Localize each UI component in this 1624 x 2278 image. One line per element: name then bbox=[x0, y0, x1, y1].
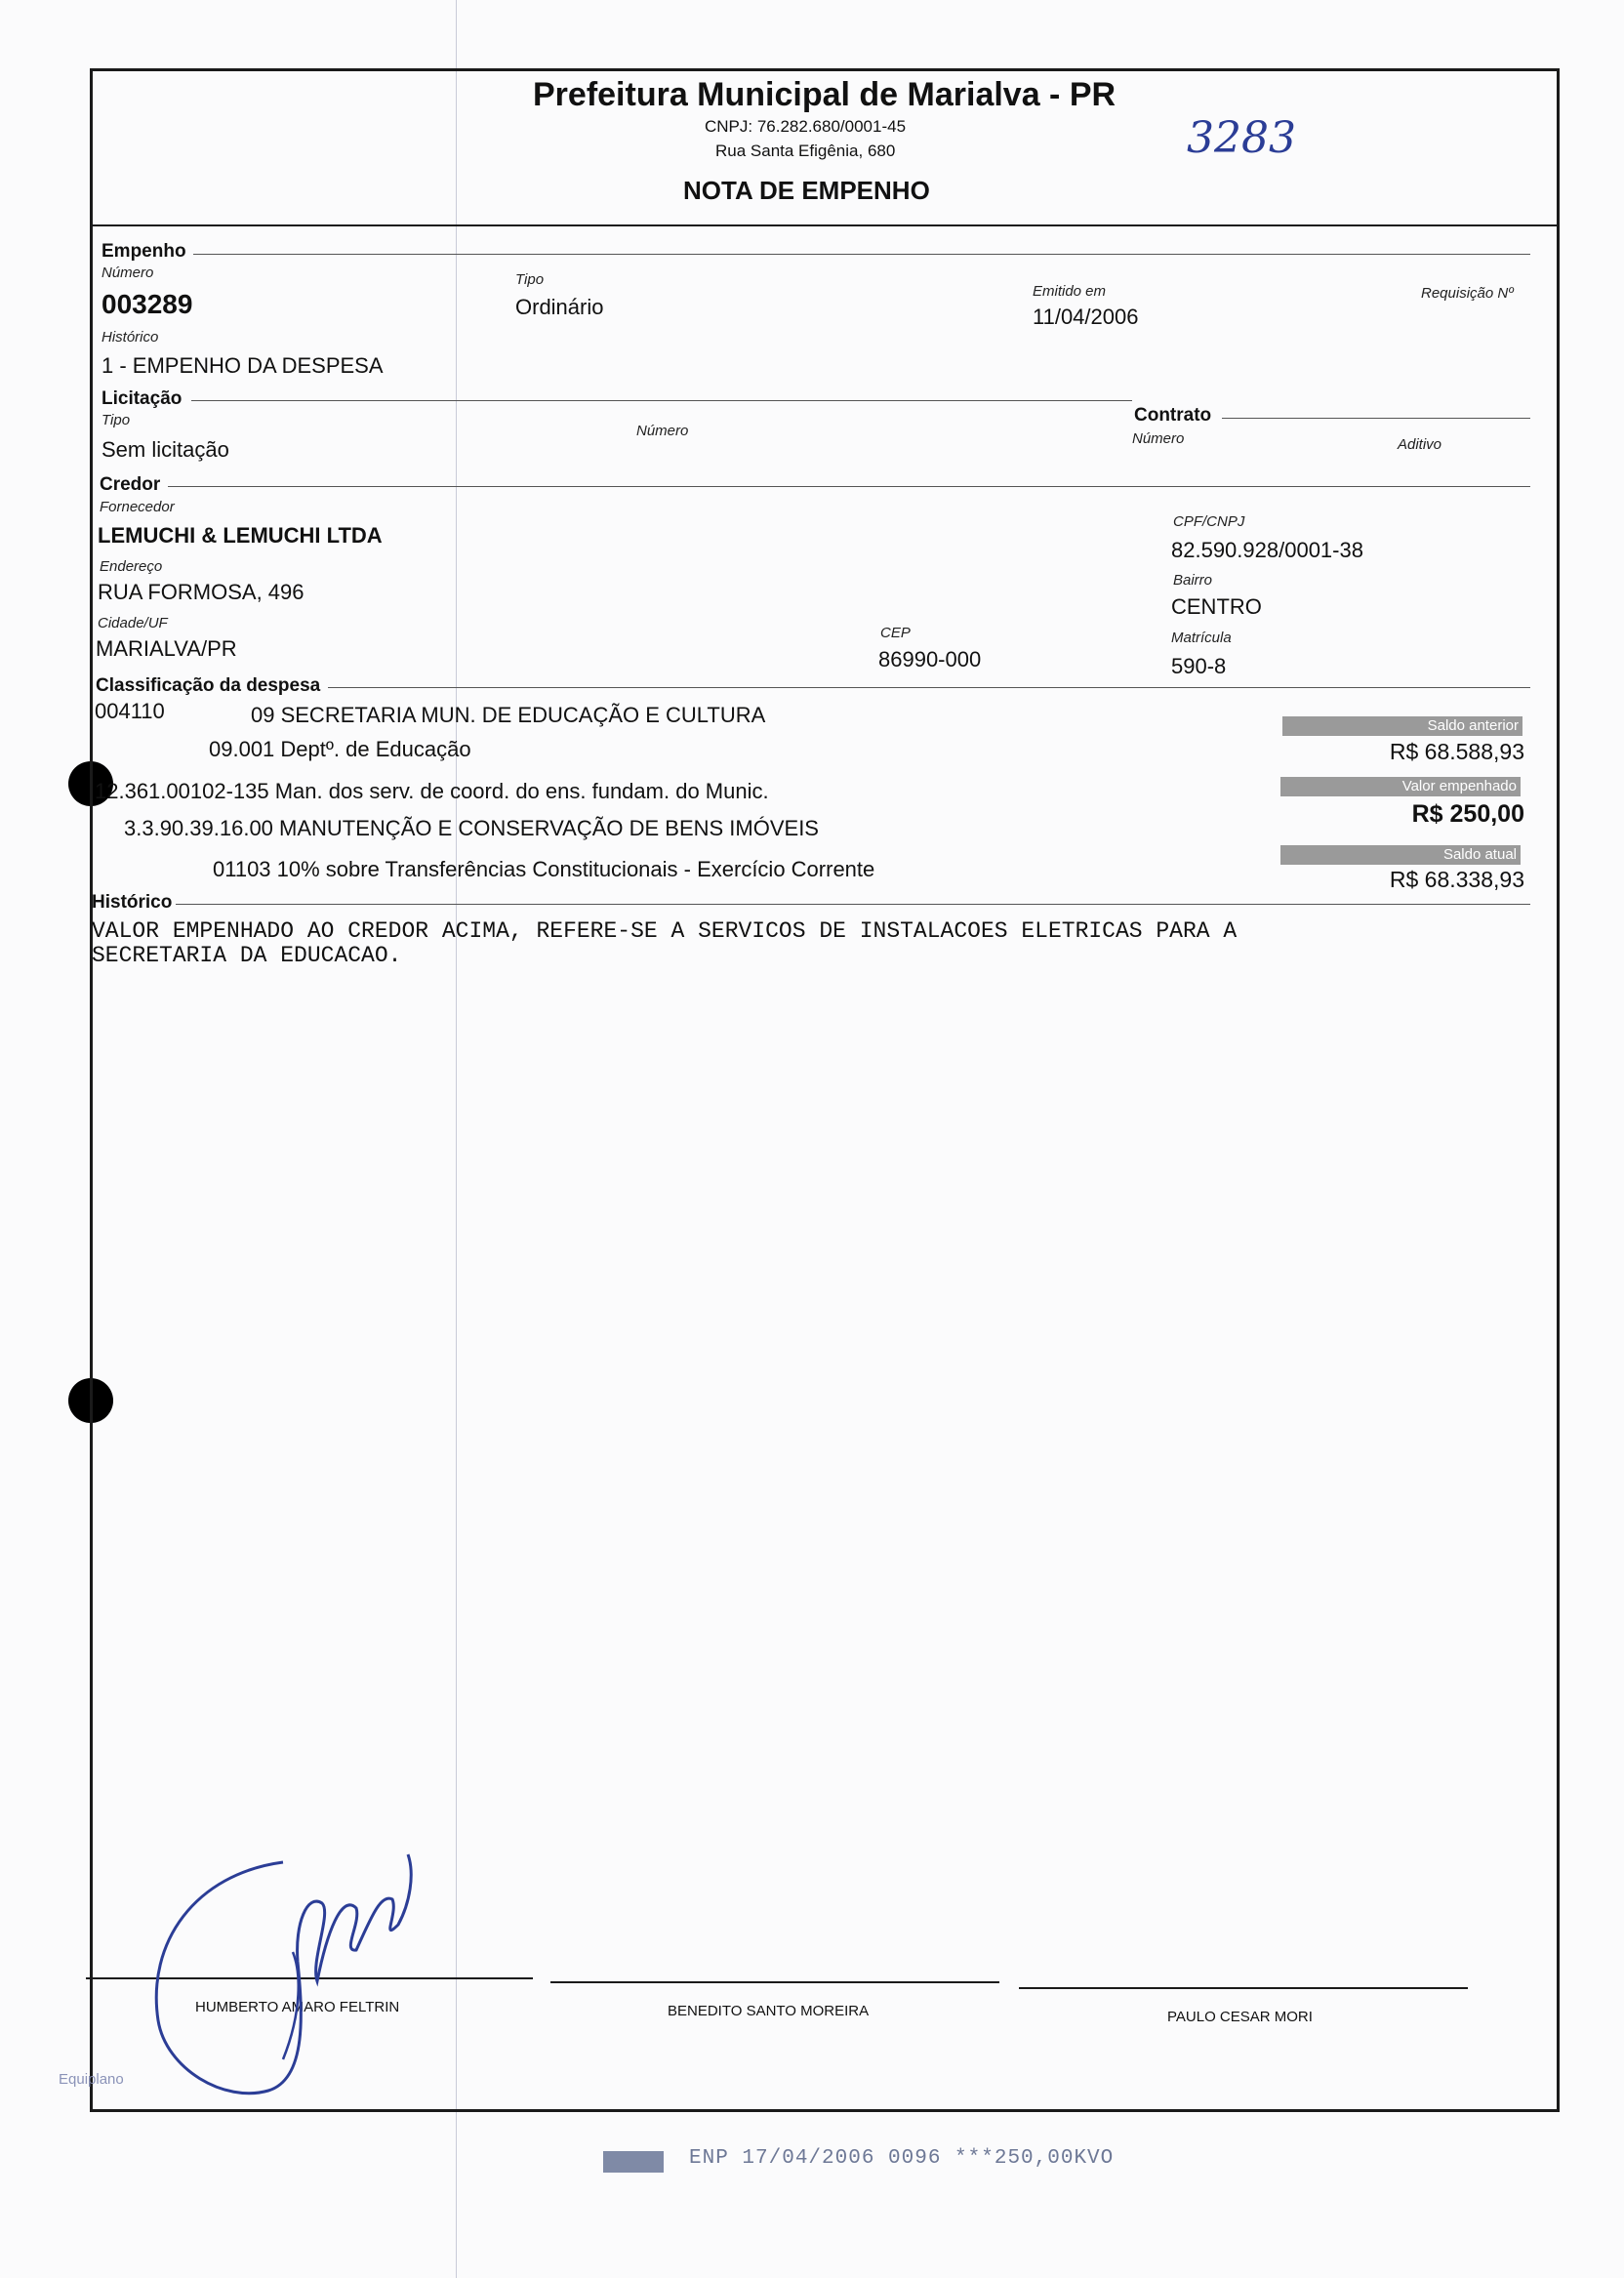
section-classificacao: Classificação da despesa bbox=[96, 675, 321, 696]
licitacao-tipo-label: Tipo bbox=[102, 412, 131, 428]
saldo-anterior-label: Saldo anterior bbox=[1282, 716, 1522, 736]
empenho-tipo-label: Tipo bbox=[515, 271, 545, 288]
credor-rule bbox=[168, 486, 1530, 487]
licitacao-tipo: Sem licitação bbox=[102, 437, 229, 462]
signature-name-3: PAULO CESAR MORI bbox=[1167, 2009, 1313, 2025]
cpf-value: 82.590.928/0001-38 bbox=[1171, 538, 1363, 562]
fornecedor-name: LEMUCHI & LEMUCHI LTDA bbox=[98, 523, 383, 548]
classificacao-secretaria: 09 SECRETARIA MUN. DE EDUCAÇÃO E CULTURA bbox=[251, 703, 766, 727]
org-address: Rua Santa Efigênia, 680 bbox=[715, 142, 896, 160]
section-credor: Credor bbox=[100, 474, 161, 495]
handwritten-number: 3283 bbox=[1187, 113, 1296, 163]
cidade-value: MARIALVA/PR bbox=[96, 636, 237, 661]
section-historico: Histórico bbox=[92, 892, 173, 913]
signature-line-3 bbox=[1019, 1987, 1468, 1989]
fornecedor-label: Fornecedor bbox=[100, 499, 175, 515]
cep-label: CEP bbox=[880, 625, 911, 641]
bairro-label: Bairro bbox=[1173, 572, 1213, 589]
section-empenho: Empenho bbox=[102, 241, 186, 262]
classificacao-programa: 12.361.00102-135 Man. dos serv. de coord. do ens. fundam. do Munic. bbox=[95, 779, 769, 803]
signature-name-1: HUMBERTO AMARO FELTRIN bbox=[195, 1999, 400, 2015]
emitido-label: Emitido em bbox=[1033, 283, 1107, 300]
classificacao-departamento: 09.001 Deptº. de Educação bbox=[209, 737, 471, 761]
valor-empenhado-value: R$ 250,00 bbox=[1411, 800, 1524, 828]
handwritten-signature bbox=[137, 1835, 429, 2108]
section-licitacao: Licitação bbox=[102, 388, 183, 409]
licitacao-rule bbox=[191, 400, 1132, 401]
matricula-label: Matrícula bbox=[1171, 630, 1232, 646]
doc-title: NOTA DE EMPENHO bbox=[683, 176, 930, 205]
vendor-name: Equiplano bbox=[59, 2071, 124, 2088]
emitido-date: 11/04/2006 bbox=[1033, 305, 1139, 329]
org-cnpj: CNPJ: 76.282.680/0001-45 bbox=[705, 117, 907, 136]
empenho-historico-label: Histórico bbox=[102, 329, 159, 346]
valor-empenhado-label: Valor empenhado bbox=[1280, 777, 1521, 796]
classificacao-rule bbox=[328, 687, 1530, 688]
contrato-aditivo-label: Aditivo bbox=[1398, 436, 1442, 453]
cep-value: 86990-000 bbox=[878, 647, 982, 671]
contrato-rule bbox=[1222, 418, 1530, 419]
org-name: Prefeitura Municipal de Marialva - PR bbox=[533, 76, 1116, 113]
header-divider bbox=[90, 224, 1557, 226]
historico-line-2: SECRETARIA DA EDUCACAO. bbox=[92, 943, 402, 968]
cpf-label: CPF/CNPJ bbox=[1173, 513, 1245, 530]
signature-line-2 bbox=[550, 1981, 999, 1983]
saldo-atual-label: Saldo atual bbox=[1280, 845, 1521, 865]
licitacao-numero-label: Número bbox=[636, 423, 689, 439]
stamp-logo bbox=[603, 2151, 664, 2173]
classificacao-fonte: 01103 10% sobre Transferências Constitucionais - Exercício Corrente bbox=[213, 857, 875, 881]
matricula-value: 590-8 bbox=[1171, 654, 1227, 678]
section-contrato: Contrato bbox=[1134, 405, 1212, 426]
classificacao-code: 004110 bbox=[95, 699, 165, 723]
endereco-value: RUA FORMOSA, 496 bbox=[98, 580, 304, 604]
mechanical-stamp: ENP 17/04/2006 0096 ***250,00KVO bbox=[689, 2147, 1115, 2170]
historico-rule bbox=[176, 904, 1530, 905]
saldo-atual-value: R$ 68.338,93 bbox=[1389, 867, 1524, 892]
bairro-value: CENTRO bbox=[1171, 594, 1262, 619]
empenho-tipo: Ordinário bbox=[515, 295, 604, 319]
empenho-numero: 003289 bbox=[102, 289, 193, 319]
endereco-label: Endereço bbox=[100, 558, 163, 575]
contrato-numero-label: Número bbox=[1132, 430, 1185, 447]
historico-line-1: VALOR EMPENHADO AO CREDOR ACIMA, REFERE-SE A SERVICOS DE INSTALACOES ELETRICAS PARA A bbox=[92, 918, 1238, 944]
requisicao-label: Requisição Nº bbox=[1421, 285, 1514, 302]
signature-name-2: BENEDITO SANTO MOREIRA bbox=[668, 2003, 870, 2019]
empenho-numero-label: Número bbox=[102, 264, 154, 281]
saldo-anterior-value: R$ 68.588,93 bbox=[1389, 739, 1524, 764]
empenho-rule bbox=[193, 254, 1530, 255]
classificacao-elemento: 3.3.90.39.16.00 MANUTENÇÃO E CONSERVAÇÃO DE BENS IMÓVEIS bbox=[124, 816, 819, 840]
cidade-label: Cidade/UF bbox=[98, 615, 168, 631]
empenho-historico: 1 - EMPENHO DA DESPESA bbox=[102, 353, 384, 378]
